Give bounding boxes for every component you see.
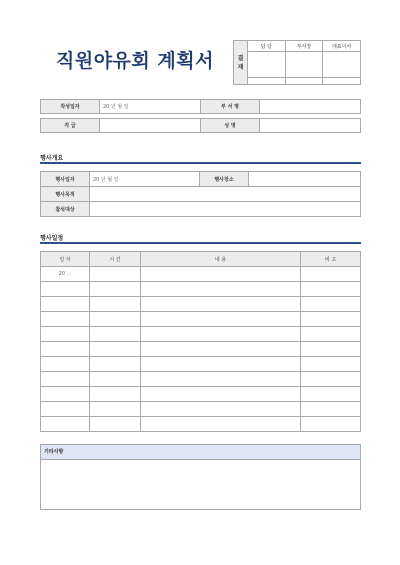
schedule-date-cell[interactable]: [41, 312, 90, 327]
table-row: [41, 312, 361, 327]
schedule-col-note: 비 고: [301, 252, 361, 267]
approval-header-ceo: 대표이사: [323, 41, 361, 52]
approval-header-manager: 부서장: [285, 41, 323, 52]
schedule-note-cell[interactable]: [301, 297, 361, 312]
schedule-time-cell[interactable]: [90, 297, 141, 312]
schedule-time-cell[interactable]: [90, 267, 141, 282]
table-row: [41, 342, 361, 357]
attendees-label: 참석대상: [41, 202, 90, 217]
name-field[interactable]: [260, 119, 361, 133]
schedule-date-cell[interactable]: [41, 282, 90, 297]
schedule-date-cell[interactable]: [41, 372, 90, 387]
name-label: 성 명: [201, 119, 260, 133]
schedule-note-cell[interactable]: [301, 267, 361, 282]
table-row: [41, 402, 361, 417]
schedule-date-cell[interactable]: [41, 357, 90, 372]
schedule-content-cell[interactable]: [141, 297, 301, 312]
schedule-content-cell[interactable]: [141, 267, 301, 282]
table-row: [41, 387, 361, 402]
document-title: 직원야유회 계획서: [56, 50, 214, 72]
schedule-divider: [40, 242, 361, 244]
schedule-date-cell[interactable]: [41, 417, 90, 432]
event-place-label: 행사장소: [200, 172, 249, 187]
table-row: [41, 417, 361, 432]
approval-date-ceo[interactable]: [323, 78, 361, 85]
table-row: [41, 372, 361, 387]
dept-field[interactable]: [260, 100, 361, 114]
approval-date-manager[interactable]: [285, 78, 323, 85]
table-row: [41, 297, 361, 312]
schedule-date-cell[interactable]: [41, 387, 90, 402]
overview-divider: [40, 162, 361, 164]
schedule-date-cell[interactable]: [41, 402, 90, 417]
schedule-content-cell[interactable]: [141, 372, 301, 387]
overview-table: [40, 171, 361, 217]
schedule-time-cell[interactable]: [90, 282, 141, 297]
schedule-note-cell[interactable]: [301, 417, 361, 432]
dept-label: 부 서 명: [201, 100, 260, 114]
schedule-note-cell[interactable]: [301, 402, 361, 417]
event-purpose-label: 행사목적: [41, 187, 90, 202]
rank-field[interactable]: [100, 119, 201, 133]
schedule-table: [40, 251, 361, 432]
schedule-time-cell[interactable]: [90, 342, 141, 357]
schedule-heading: 행사일정: [40, 235, 64, 242]
schedule-time-cell[interactable]: [90, 402, 141, 417]
schedule-content-cell[interactable]: [141, 342, 301, 357]
approval-date-staff[interactable]: [248, 78, 286, 85]
event-date-field[interactable]: 20 년 월 일: [90, 172, 200, 187]
schedule-time-cell[interactable]: [90, 372, 141, 387]
schedule-time-cell[interactable]: [90, 312, 141, 327]
schedule-date-cell[interactable]: [41, 297, 90, 312]
schedule-time-cell[interactable]: [90, 387, 141, 402]
schedule-col-time: 시 간: [90, 252, 141, 267]
table-row: [41, 327, 361, 342]
schedule-content-cell[interactable]: [141, 387, 301, 402]
approval-table: [233, 40, 361, 85]
attendees-field[interactable]: [90, 202, 361, 217]
schedule-time-cell[interactable]: [90, 327, 141, 342]
event-place-field[interactable]: [249, 172, 361, 187]
schedule-content-cell[interactable]: [141, 327, 301, 342]
notes-heading: 기타사항: [41, 445, 360, 460]
schedule-col-content: 내 용: [141, 252, 301, 267]
table-row: [41, 357, 361, 372]
schedule-note-cell[interactable]: [301, 387, 361, 402]
schedule-date-cell[interactable]: 20 . .: [41, 267, 90, 282]
date-label: 작성일자: [41, 100, 100, 114]
schedule-content-cell[interactable]: [141, 417, 301, 432]
schedule-content-cell[interactable]: [141, 282, 301, 297]
table-row: [41, 267, 361, 282]
schedule-content-cell[interactable]: [141, 357, 301, 372]
event-date-label: 행사일자: [41, 172, 90, 187]
schedule-body: [41, 267, 361, 432]
schedule-note-cell[interactable]: [301, 327, 361, 342]
schedule-note-cell[interactable]: [301, 342, 361, 357]
overview-heading: 행사개요: [40, 155, 64, 162]
schedule-time-cell[interactable]: [90, 357, 141, 372]
approval-header-staff: 담 당: [248, 41, 286, 52]
schedule-date-cell[interactable]: [41, 327, 90, 342]
schedule-note-cell[interactable]: [301, 312, 361, 327]
notes-field[interactable]: [41, 460, 360, 509]
schedule-content-cell[interactable]: [141, 402, 301, 417]
approval-sign-staff[interactable]: [248, 52, 286, 78]
notes-box: [40, 444, 361, 510]
schedule-date-cell[interactable]: [41, 342, 90, 357]
schedule-note-cell[interactable]: [301, 357, 361, 372]
schedule-col-date: 일 자: [41, 252, 90, 267]
approval-sign-manager[interactable]: [285, 52, 323, 78]
rank-label: 직 급: [41, 119, 100, 133]
schedule-note-cell[interactable]: [301, 372, 361, 387]
table-row: [41, 282, 361, 297]
approval-sign-ceo[interactable]: [323, 52, 361, 78]
date-field[interactable]: 20 년 월 일: [100, 100, 201, 114]
approval-side-label: 결 재: [234, 41, 248, 85]
author-info-table: [40, 99, 361, 133]
schedule-content-cell[interactable]: [141, 312, 301, 327]
event-purpose-field[interactable]: [90, 187, 361, 202]
schedule-note-cell[interactable]: [301, 282, 361, 297]
schedule-time-cell[interactable]: [90, 417, 141, 432]
